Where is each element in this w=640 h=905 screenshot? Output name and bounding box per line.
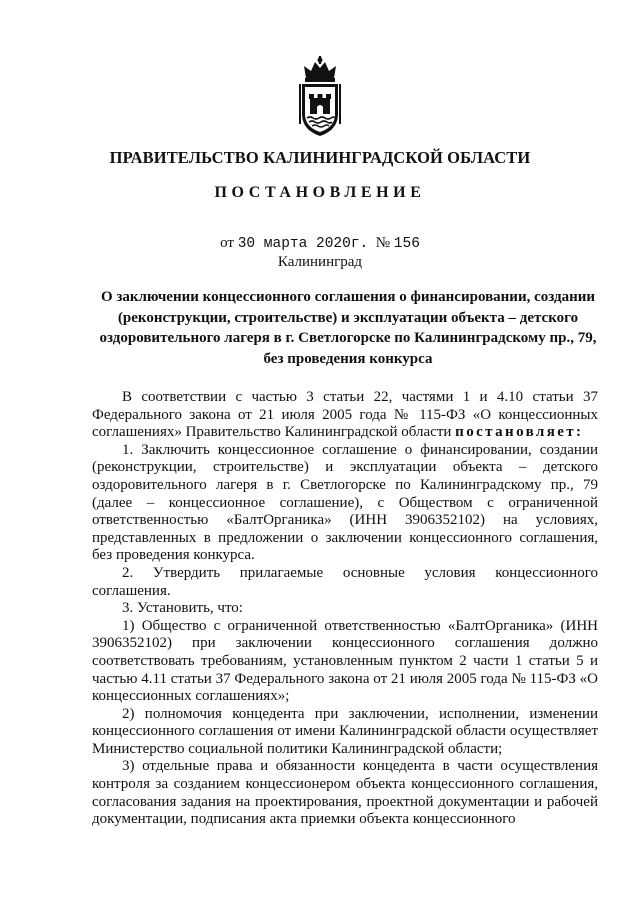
paragraph-3-3: 3) отдельные права и обязанности концедента в части осуществления контроля за созданием концессионером объекта концессионного соглашения, согласования задания на проектирования, проектной документации и рабочей документации, подписания акта приемки объекта концессионного [92,758,598,828]
intro-text: В соответствии с частью 3 статьи 22, частями 1 и 4.10 статьи 37 Федерального закона от 21 июля 2005 года № 115-ФЗ «О концессионных соглашениях» Правительство Калининградской области [92,389,598,441]
document-date: 30 марта 2020г. [237,236,369,252]
date-prefix: от [220,235,234,251]
date-number-line [0,235,640,252]
number-prefix: № [375,235,391,251]
city: Калининград [277,254,363,270]
paragraph-1: 1. Заключить концессионное соглашение о финансировании, создании (реконструкции, строительстве) и эксплуатации объекта – детского оздоровительного лагеря в г. Светлогорске по Калининградскому пр., 79 (далее – концессионное соглашение), с Обществом с ограниченной ответственностью «БалтОрганика» (ИНН 3906352102) на условиях, представленных в предложении о заключении концессионного соглашения, без проведения конкурса. [92,441,598,564]
paragraph-2: 2. Утвердить прилагаемые основные условия концессионного соглашения. [92,564,598,599]
government-name: ПРАВИТЕЛЬСТВО КАЛИНИНГРАДСКОЙ ОБЛАСТИ [109,148,531,167]
coat-of-arms-icon [296,56,344,140]
resolves-word: постановляет: [455,424,584,441]
document-title: О заключении концессионного соглашения о финансировании, создании (реконструкции, строительстве) и эксплуатации объекта – детского оздоровительного лагеря в г. Светлогорске по Калининградскому пр., 79, без проведения конкурса [99,289,597,367]
paragraph-3-2: 2) полномочия концедента при заключении, исполнении, изменении концессионного соглашения от имени Калининградской области осуществляет Министерство социальной политики Калининградской области; [92,705,598,757]
paragraph-3: 3. Установить, что: [122,600,243,617]
paragraph-3-1: 1) Общество с ограниченной ответственностью «БалтОрганика» (ИНН 3906352102) при заключении концессионного соглашения должно соответствовать требованиям, установленным пунктом 2 части 1 статьи 5 и частью 4.11 статьи 37 Федерального закона от 21 июля 2005 года № 115-ФЗ «О концессионных соглашениях»; [92,617,598,705]
document-body [92,389,598,829]
intro-paragraph [92,389,598,442]
document-number: 156 [393,236,420,252]
document-type: ПОСТАНОВЛЕНИЕ [214,184,426,201]
